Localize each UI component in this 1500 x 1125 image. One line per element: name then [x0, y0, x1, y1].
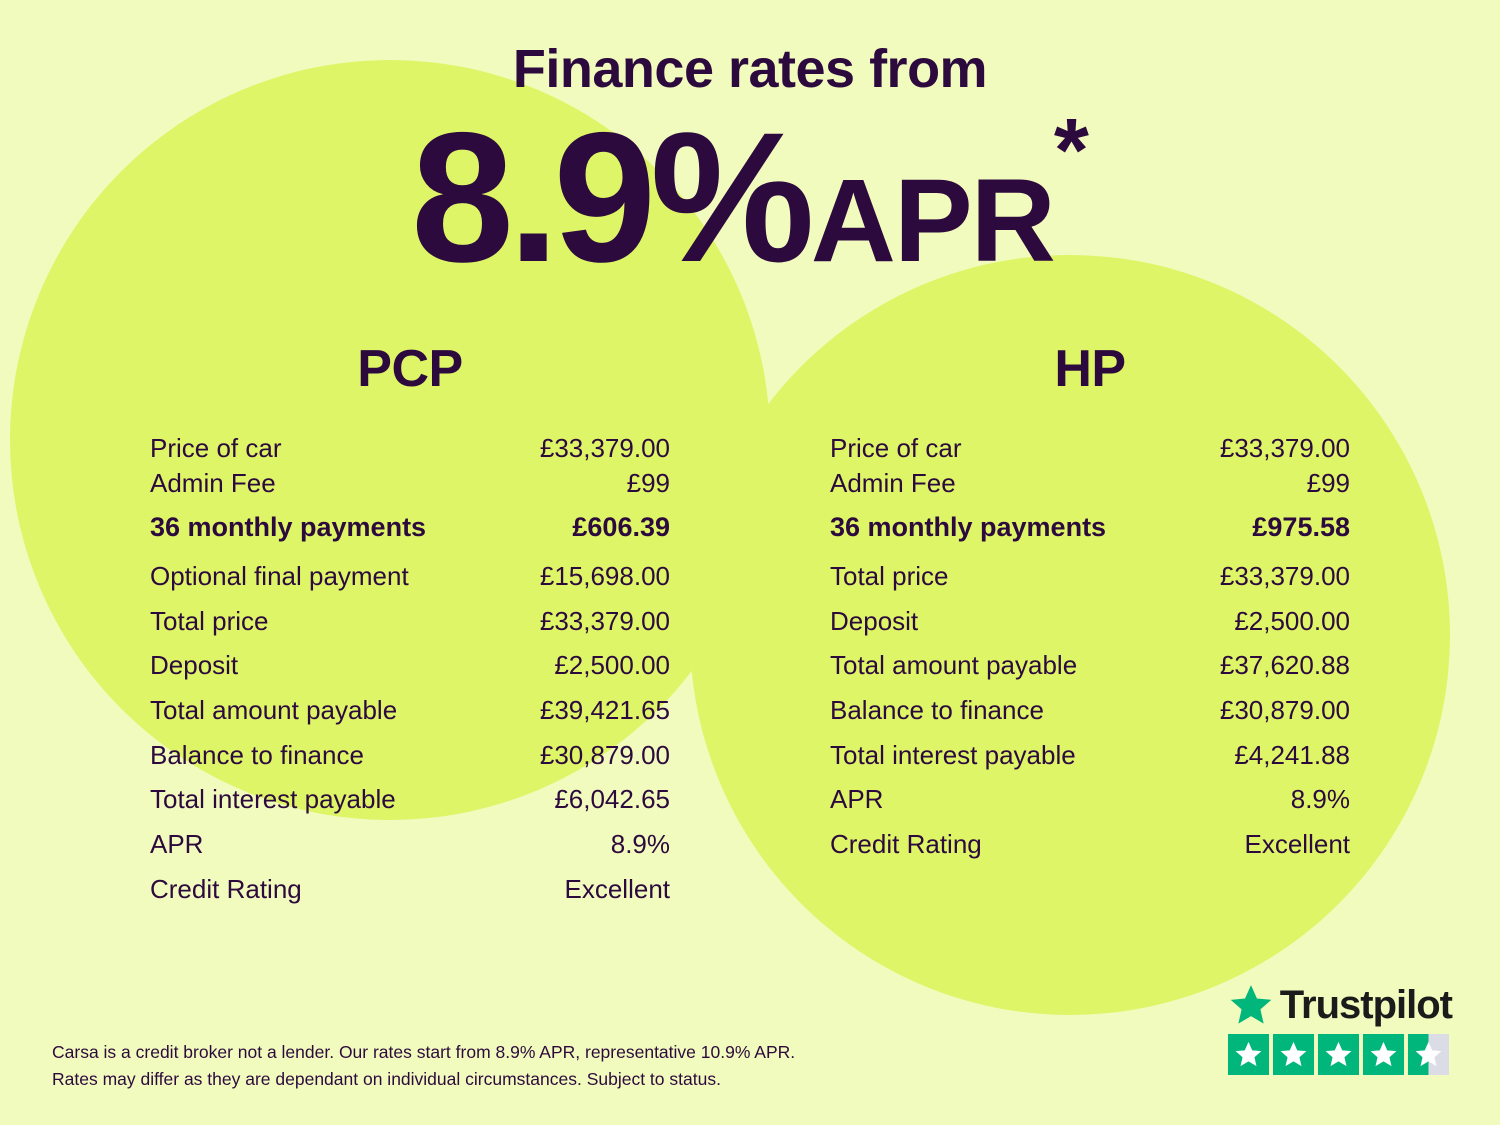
headline-rate	[0, 95, 1500, 301]
table-row	[150, 688, 670, 733]
row-value: £33,379.00	[539, 605, 670, 636]
table-row	[830, 777, 1350, 822]
trustpilot-stars	[1228, 1034, 1452, 1075]
finance-columns	[0, 339, 1500, 912]
table-row	[830, 599, 1350, 644]
star-icon-3	[1318, 1034, 1359, 1075]
table-row	[830, 501, 1350, 554]
row-label: Balance to finance	[830, 694, 1044, 725]
row-value: £39,421.65	[539, 694, 670, 725]
rate-asterisk: *	[1053, 101, 1089, 201]
table-row	[830, 466, 1350, 501]
table-row	[830, 554, 1350, 599]
row-value: £2,500.00	[1234, 605, 1350, 636]
table-row	[150, 599, 670, 644]
row-value: £30,879.00	[1219, 694, 1350, 725]
row-value: £606.39	[572, 512, 670, 543]
star-icon-1	[1228, 1034, 1269, 1075]
row-value: £4,241.88	[1234, 739, 1350, 770]
table-row	[150, 554, 670, 599]
column-title-pcp: PCP	[357, 340, 463, 398]
rate-number: 8.9%	[411, 95, 809, 301]
row-value: 8.9%	[1290, 784, 1350, 815]
row-value: £6,042.65	[554, 784, 670, 815]
disclaimer-line-1: Carsa is a credit broker not a lender. Our rates start from 8.9% APR, representative 10.9% APR.	[52, 1041, 796, 1062]
row-label: Total amount payable	[150, 694, 398, 725]
table-row	[830, 688, 1350, 733]
row-value: 8.9%	[610, 829, 670, 860]
row-value: £33,379.00	[1219, 433, 1350, 463]
row-label: Admin Fee	[150, 468, 276, 499]
row-label: Price of car	[150, 433, 282, 463]
trustpilot-wordmark: Trustpilot	[1279, 982, 1452, 1027]
row-value: £15,698.00	[539, 560, 670, 591]
row-label: APR	[830, 784, 884, 815]
row-label: 36 monthly payments	[150, 512, 427, 543]
row-label: Optional final payment	[150, 560, 409, 591]
table-row	[150, 431, 670, 466]
table-row	[150, 777, 670, 822]
star-icon-2	[1273, 1034, 1314, 1075]
finance-table-pcp	[150, 431, 670, 912]
trustpilot-logo	[1228, 982, 1452, 1028]
column-title-hp: HP	[1054, 340, 1126, 398]
table-row	[150, 501, 670, 554]
row-label: Credit Rating	[150, 873, 302, 904]
trustpilot-star-icon	[1228, 982, 1274, 1028]
table-row	[150, 867, 670, 912]
disclaimer	[52, 1039, 795, 1093]
row-label: Balance to finance	[150, 739, 364, 770]
finance-table-hp	[830, 431, 1350, 867]
row-value: £33,379.00	[1219, 560, 1350, 591]
row-value: £37,620.88	[1219, 650, 1350, 681]
row-label: Deposit	[150, 650, 239, 681]
finance-column-hp	[830, 339, 1350, 912]
star-icon-5-half	[1408, 1034, 1449, 1075]
finance-column-pcp	[150, 339, 670, 912]
table-row	[830, 822, 1350, 867]
row-label: Total interest payable	[830, 739, 1076, 770]
row-label: 36 monthly payments	[830, 512, 1107, 543]
star-icon-4	[1363, 1034, 1404, 1075]
row-label: Total amount payable	[830, 650, 1078, 681]
row-value: £99	[1306, 468, 1350, 499]
row-value: Excellent	[564, 873, 670, 904]
trustpilot-rating	[1228, 982, 1452, 1075]
row-value: £975.58	[1252, 512, 1350, 543]
row-value: £30,879.00	[539, 739, 670, 770]
disclaimer-line-2: Rates may differ as they are dependant on individual circumstances. Subject to status.	[52, 1068, 721, 1089]
row-label: Total price	[830, 560, 949, 591]
table-row	[150, 643, 670, 688]
row-value: £2,500.00	[554, 650, 670, 681]
table-row	[830, 733, 1350, 778]
row-label: Admin Fee	[830, 468, 956, 499]
table-row	[150, 466, 670, 501]
row-label: Credit Rating	[830, 829, 982, 860]
row-label: Price of car	[830, 433, 962, 463]
row-label: APR	[150, 829, 204, 860]
row-label: Total interest payable	[150, 784, 396, 815]
table-row	[150, 733, 670, 778]
rate-apr-label: APR	[810, 155, 1054, 287]
table-row	[830, 643, 1350, 688]
row-value: £33,379.00	[539, 433, 670, 463]
page-title: Finance rates from	[512, 39, 988, 99]
row-label: Total price	[150, 605, 269, 636]
table-row	[830, 431, 1350, 466]
row-value: £99	[626, 468, 670, 499]
row-label: Deposit	[830, 605, 919, 636]
row-value: Excellent	[1244, 829, 1350, 860]
table-row	[150, 822, 670, 867]
